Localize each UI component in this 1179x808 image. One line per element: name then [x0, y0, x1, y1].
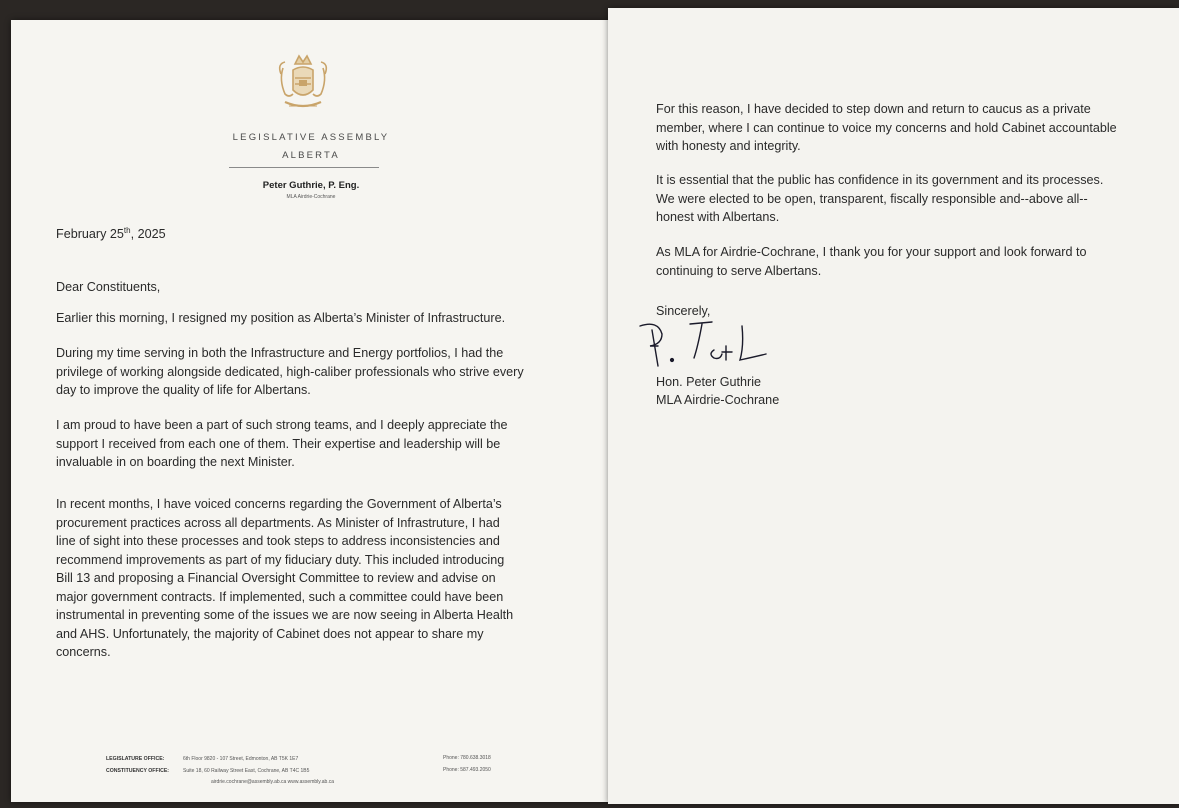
- signatory-name: Hon. Peter Guthrie: [656, 375, 761, 389]
- paragraph-1: Earlier this morning, I resigned my position as Alberta’s Minister of Infrastructure.: [56, 311, 506, 325]
- letter-page-one: [11, 20, 609, 802]
- closing: Sincerely,: [656, 304, 711, 318]
- legislature-office-address: 6th Floor 9820 - 107 Street, Edmonton, AB T5K 1E7: [183, 756, 299, 762]
- signature-icon: [628, 316, 778, 372]
- paragraph-5: For this reason, I have decided to step down and return to caucus as a private member, where I can continue to voice my concerns and hold Cabinet accountable with honesty and integrity.: [656, 102, 1117, 153]
- paragraph-6: It is essential that the public has confidence in its government and its processes. We were elected to be open, transparent, fiscally responsible and--above all-- honest with Albertans.: [656, 173, 1104, 224]
- coat-of-arms-icon: [273, 50, 333, 116]
- signatory-title: MLA Airdrie-Cochrane: [656, 393, 780, 407]
- paragraph-3: I am proud to have been a part of such strong teams, and I deeply appreciate the support I received from each one of them. Their expertise and leadership will be invaluable in on boarding the next Minister.: [56, 418, 508, 469]
- mla-name: Peter Guthrie, P. Eng.: [262, 180, 360, 191]
- letter-page-two: [608, 8, 1179, 804]
- mla-riding: MLA Airdrie-Cochrane: [286, 194, 336, 200]
- header-divider: [229, 167, 379, 168]
- footer-web: airdrie.cochrane@assembly.ab.ca www.assembly.ab.ca: [211, 779, 334, 785]
- constituency-office-address: Suite 18, 60 Railway Street East, Cochrane, AB T4C 1B5: [183, 768, 310, 774]
- assembly-name-line1: LEGISLATIVE ASSEMBLY: [232, 132, 390, 143]
- legislature-office-phone: Phone: 780.638.3018: [443, 755, 491, 761]
- legislature-office-label: LEGISLATURE OFFICE:: [106, 756, 165, 762]
- letter-date: February 25th, 2025: [56, 225, 166, 241]
- salutation: Dear Constituents,: [56, 280, 161, 294]
- paragraph-2: During my time serving in both the Infrastructure and Energy portfolios, I had the privilege of working alongside dedicated, high-caliber professionals who strive every day to improve the quality of life for Albertans.: [56, 346, 524, 397]
- paragraph-7: As MLA for Airdrie-Cochrane, I thank you for your support and look forward to continuing to serve Albertans.: [656, 245, 1087, 278]
- paragraph-4: In recent months, I have voiced concerns regarding the Government of Alberta’s procurement practices across all departments. As Minister of Infrastruture, I had line of sight into these processes and took steps to address inconsistencies and recommend improvements as part of my fiduciary duty. This included introducing Bill 13 and proposing a Financial Oversight Committee to review and advise on major government contracts. If implemented, such a committee could have been instrumental in preventing some of the issues we are now seeing in Alberta Health and AHS. Unfortunately, the majority of Cabinet does not appear to share my concerns.: [56, 497, 514, 659]
- assembly-name-line2: ALBERTA: [282, 150, 340, 161]
- constituency-office-label: CONSTITUENCY OFFICE:: [106, 768, 170, 774]
- constituency-office-phone: Phone: 587.493.2050: [443, 767, 491, 773]
